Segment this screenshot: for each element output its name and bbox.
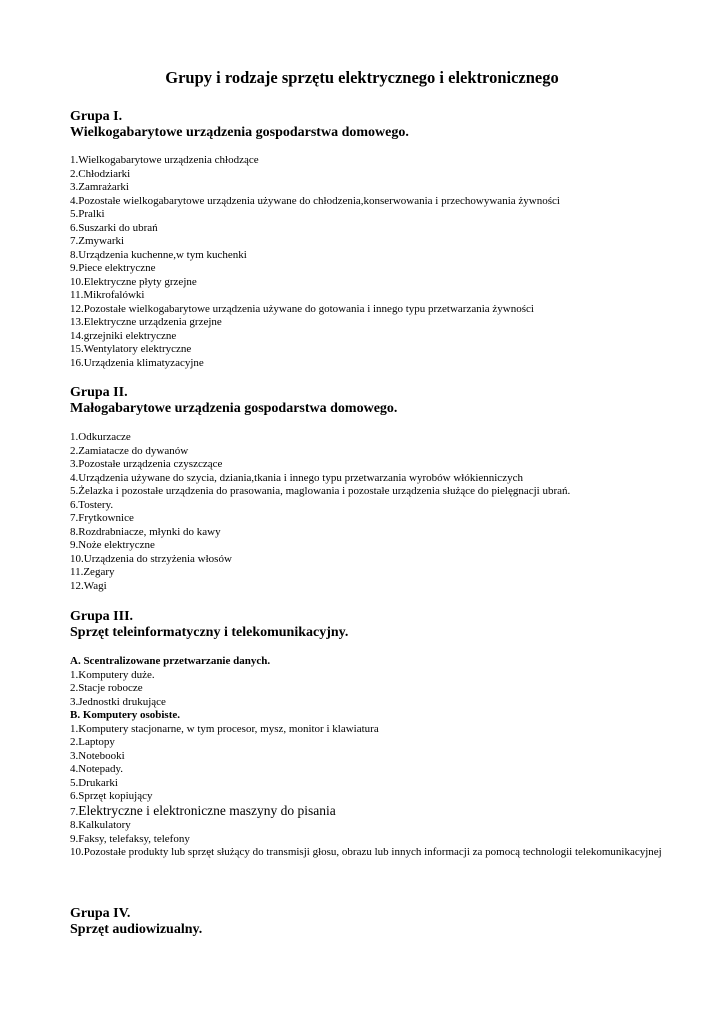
list-item: 14.grzejniki elektryczne bbox=[70, 329, 177, 342]
list-item: 15.Wentylatory elektryczne bbox=[70, 343, 192, 355]
group-2-subtitle: Małogabarytowe urządzenia gospodarstwa domowego. bbox=[70, 401, 398, 416]
list-item: 5.Żelazka i pozostałe urządzenia do prasowania, maglowania i pozostałe urządzenia służące do pielęgnacji ubrań. bbox=[70, 485, 571, 497]
list-item: 1.Komputery duże. bbox=[70, 668, 155, 681]
list-item: 3.Zamrażarki bbox=[70, 181, 129, 193]
list-item: 12.Pozostałe wielkogabarytowe urządzenia używane do gotowania i innego typu przetwarzania żywności bbox=[70, 302, 534, 315]
group-4-heading: Grupa IV. bbox=[70, 906, 131, 921]
group-2-list bbox=[70, 431, 670, 593]
subgroup-b-heading: B. Komputery osobiste. bbox=[70, 709, 180, 721]
list-item: 1.Odkurzacze bbox=[70, 431, 131, 443]
list-item: 13.Elektryczne urządzenia grzejne bbox=[70, 316, 222, 328]
list-item: 3.Notebooki bbox=[70, 749, 125, 762]
list-item: 5.Drukarki bbox=[70, 776, 118, 789]
list-item: 6.Suszarki do ubrań bbox=[70, 221, 158, 234]
list-item: 10.Urządzenia do strzyżenia włosów bbox=[70, 552, 232, 565]
group-1 bbox=[70, 109, 670, 370]
list-item: 3.Pozostałe urządzenia czyszczące bbox=[70, 458, 223, 470]
list-item: 10.Pozostałe produkty lub sprzęt służący do transmisji głosu, obrazu lub innych informacji za pomocą technologii telekomunikacyjnej bbox=[70, 846, 662, 858]
list-item: 6.Tostery. bbox=[70, 498, 114, 511]
group-4 bbox=[70, 906, 670, 938]
subgroup-a-list bbox=[70, 669, 670, 710]
subgroup-b-list bbox=[70, 723, 670, 860]
list-item: 8.Kalkulatory bbox=[70, 819, 131, 831]
document-title: Grupy i rodzaje sprzętu elektrycznego i elektronicznego bbox=[165, 68, 559, 87]
list-item: 12.Wagi bbox=[70, 579, 107, 592]
group-1-heading: Grupa I. bbox=[70, 109, 123, 124]
group-1-subtitle: Wielkogabarytowe urządzenia gospodarstwa domowego. bbox=[70, 125, 409, 140]
list-item: 4.Pozostałe wielkogabarytowe urządzenia używane do chłodzenia,konserwowania i przechowywania żywności bbox=[70, 194, 560, 207]
list-item: 7.Zmywarki bbox=[70, 235, 125, 247]
group-2 bbox=[70, 385, 670, 593]
list-item: 6.Sprzęt kopiujący bbox=[70, 790, 153, 802]
list-item: 9.Noże elektryczne bbox=[70, 539, 155, 551]
list-item: 10.Elektryczne płyty grzejne bbox=[70, 275, 197, 288]
list-item-number: 7. bbox=[70, 805, 79, 818]
list-item: 9.Faksy, telefaksy, telefony bbox=[70, 832, 190, 845]
list-item: 11.Mikrofalówki bbox=[70, 289, 145, 301]
list-item: 2.Laptopy bbox=[70, 736, 115, 748]
list-item: 1.Wielkogabarytowe urządzenia chłodzące bbox=[70, 154, 259, 166]
list-item: 4.Urządzenia używane do szycia, dziania,tkania i innego typu przetwarzania wyrobów włókienniczych bbox=[70, 471, 523, 484]
list-item bbox=[70, 804, 670, 820]
list-item: 7.Frytkownice bbox=[70, 512, 134, 524]
list-item: 1.Komputery stacjonarne, w tym procesor, mysz, monitor i klawiatura bbox=[70, 722, 379, 735]
group-3-heading: Grupa III. bbox=[70, 609, 134, 624]
list-item: 8.Urządzenia kuchenne,w tym kuchenki bbox=[70, 248, 247, 261]
list-item: 11.Zegary bbox=[70, 566, 115, 578]
group-3-subtitle: Sprzęt teleinformatyczny i telekomunikacyjny. bbox=[70, 625, 349, 640]
list-item: 16.Urządzenia klimatyzacyjne bbox=[70, 356, 204, 369]
group-3 bbox=[70, 609, 670, 860]
group-1-list bbox=[70, 154, 670, 370]
group-4-subtitle: Sprzęt audiowizualny. bbox=[70, 922, 203, 937]
list-item: 2.Zamiatacze do dywanów bbox=[70, 444, 189, 457]
list-item: 4.Notepady. bbox=[70, 763, 124, 775]
list-item: 3.Jednostki drukujące bbox=[70, 695, 166, 708]
list-item: 5.Pralki bbox=[70, 208, 105, 220]
list-item: 8.Rozdrabniacze, młynki do kawy bbox=[70, 525, 221, 538]
list-item: 2.Chłodziarki bbox=[70, 167, 131, 180]
group-2-heading: Grupa II. bbox=[70, 385, 128, 400]
subgroup-a-heading: A. Scentralizowane przetwarzanie danych. bbox=[70, 655, 271, 667]
list-item-text: Elektryczne i elektroniczne maszyny do pisania bbox=[78, 802, 336, 818]
list-item: 2.Stacje robocze bbox=[70, 682, 143, 694]
list-item: 9.Piece elektryczne bbox=[70, 262, 156, 274]
